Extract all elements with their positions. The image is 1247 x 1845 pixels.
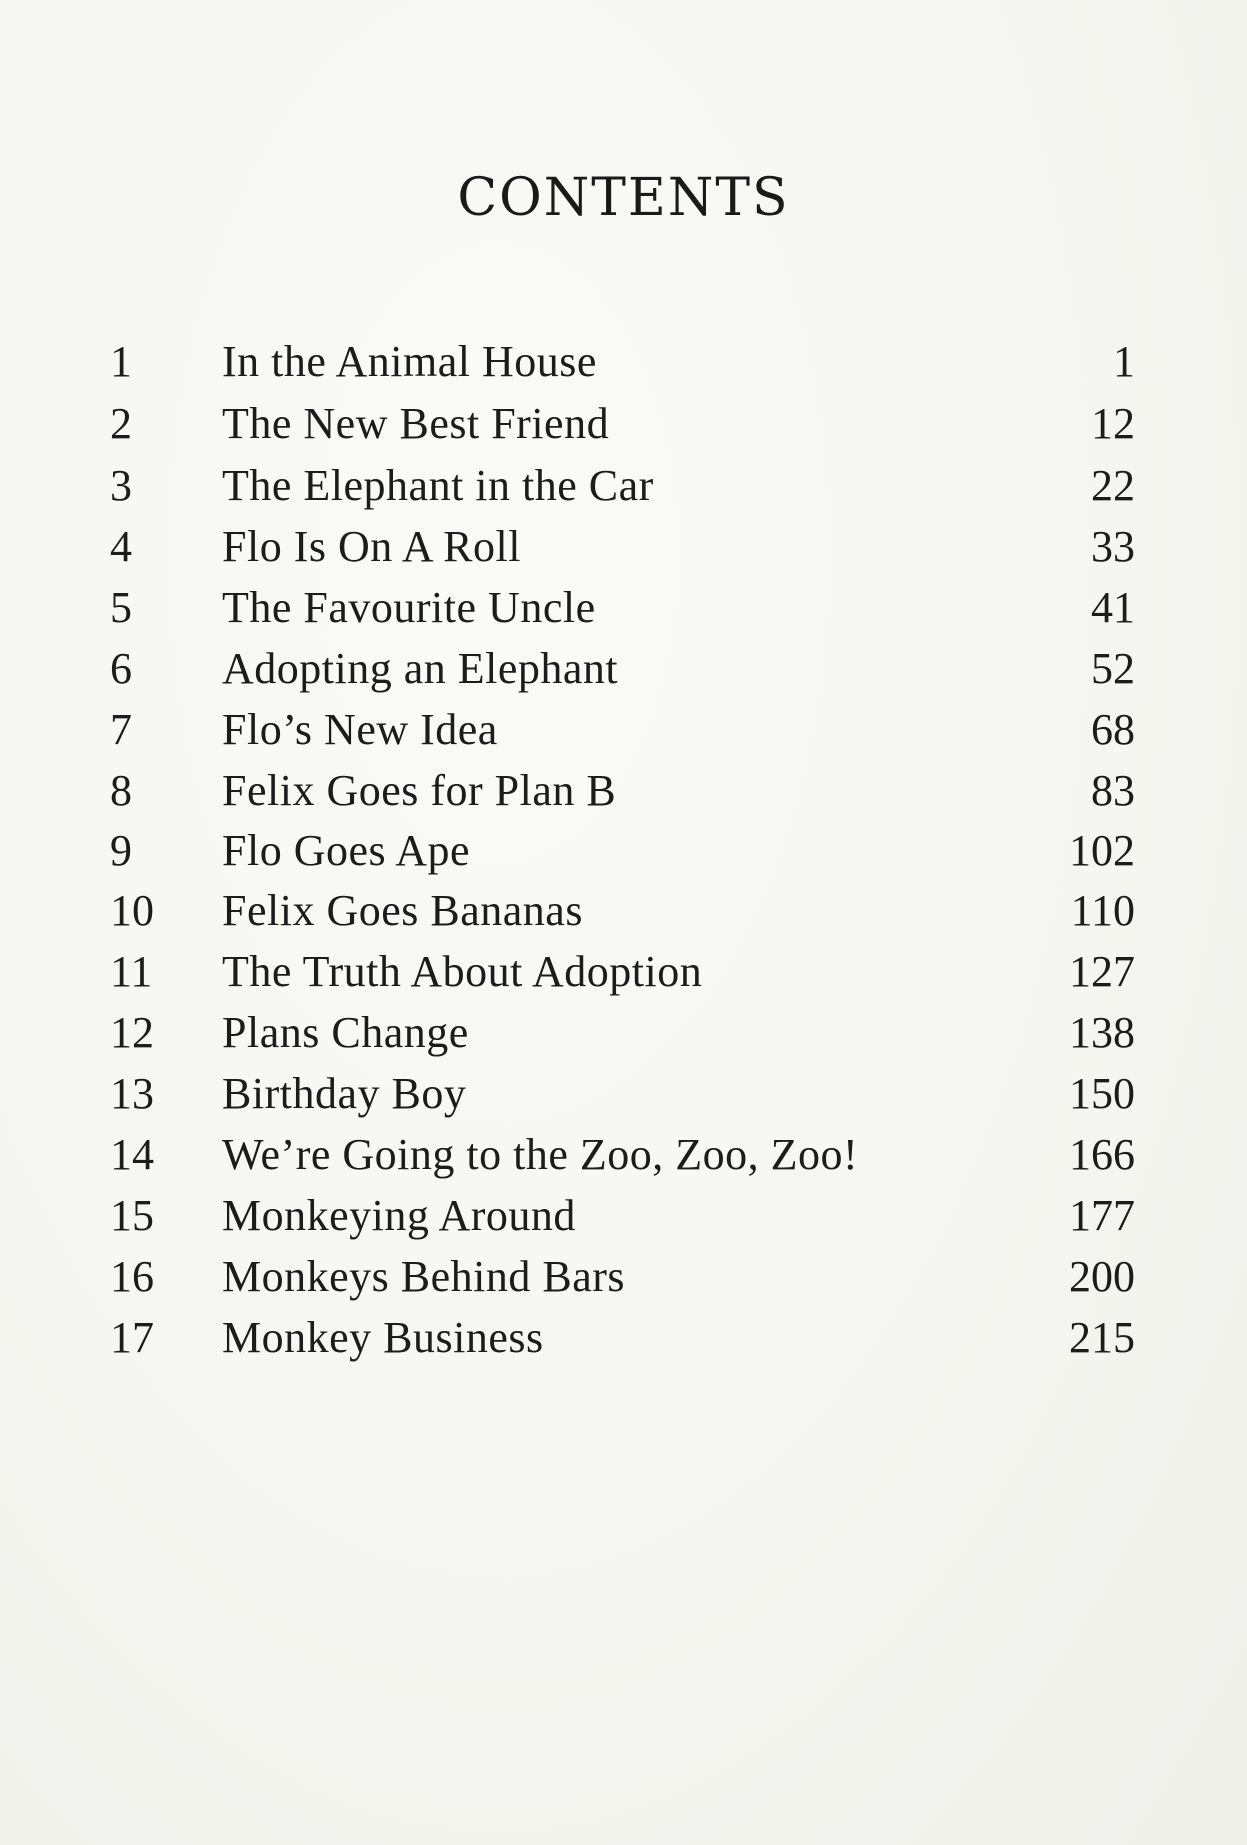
chapter-number: 10 — [110, 886, 154, 935]
chapter-title: Monkey Business — [222, 1313, 544, 1362]
chapter-number: 11 — [110, 947, 153, 996]
toc-row — [0, 881, 1247, 941]
chapter-number: 13 — [110, 1069, 154, 1118]
chapter-title: In the Animal House — [222, 337, 597, 386]
chapter-number: 2 — [110, 399, 132, 448]
chapter-title: Monkeys Behind Bars — [222, 1252, 626, 1301]
toc-row — [0, 332, 1247, 392]
chapter-title: Birthday Boy — [222, 1069, 467, 1118]
chapter-title: The Truth About Adoption — [222, 947, 703, 996]
chapter-title: Monkeying Around — [222, 1191, 576, 1240]
chapter-number: 17 — [110, 1313, 154, 1362]
toc-row — [0, 761, 1247, 821]
chapter-title: The New Best Friend — [222, 399, 610, 448]
chapter-page: 12 — [1091, 399, 1135, 448]
chapter-page: 150 — [1069, 1069, 1135, 1118]
toc-row — [0, 1003, 1247, 1063]
chapter-title: The Elephant in the Car — [222, 461, 654, 510]
toc-row — [0, 456, 1247, 516]
chapter-page: 52 — [1091, 644, 1135, 693]
chapter-number: 12 — [110, 1008, 154, 1057]
chapter-page: 177 — [1069, 1191, 1135, 1240]
chapter-page: 33 — [1091, 522, 1135, 571]
chapter-title: The Favourite Uncle — [222, 583, 596, 632]
chapter-title: Flo Goes Ape — [222, 826, 470, 875]
chapter-title: Flo’s New Idea — [222, 705, 498, 754]
toc-row — [0, 1125, 1247, 1185]
toc-row — [0, 1308, 1247, 1368]
chapter-number: 4 — [110, 522, 132, 571]
chapter-number: 7 — [110, 705, 132, 754]
chapter-page: 1 — [1113, 337, 1135, 386]
chapter-page: 68 — [1091, 705, 1135, 754]
chapter-number: 5 — [110, 583, 132, 632]
chapter-page: 83 — [1091, 766, 1135, 815]
chapter-title: We’re Going to the Zoo, Zoo, Zoo! — [222, 1130, 859, 1179]
chapter-title: Flo Is On A Roll — [222, 522, 521, 571]
toc-row — [0, 821, 1247, 881]
chapter-page: 127 — [1069, 947, 1135, 996]
chapter-number: 1 — [110, 337, 132, 386]
toc-row — [0, 942, 1247, 1002]
chapter-title: Plans Change — [222, 1008, 469, 1057]
toc-row — [0, 1186, 1247, 1246]
toc-row — [0, 1247, 1247, 1307]
chapter-number: 9 — [110, 826, 132, 875]
toc-row — [0, 578, 1247, 638]
chapter-page: 138 — [1069, 1008, 1135, 1057]
chapter-number: 15 — [110, 1191, 154, 1240]
chapter-number: 16 — [110, 1252, 154, 1301]
toc-row — [0, 700, 1247, 760]
toc-row — [0, 639, 1247, 699]
chapter-number: 14 — [110, 1130, 154, 1179]
chapter-page: 22 — [1091, 461, 1135, 510]
chapter-number: 3 — [110, 461, 132, 510]
chapter-page: 166 — [1069, 1130, 1135, 1179]
toc-row — [0, 517, 1247, 577]
chapter-page: 102 — [1069, 826, 1135, 875]
chapter-title: Felix Goes Bananas — [222, 886, 583, 935]
chapter-page: 200 — [1069, 1252, 1135, 1301]
chapter-title: Felix Goes for Plan B — [222, 766, 617, 815]
chapter-page: 41 — [1091, 583, 1135, 632]
chapter-page: 110 — [1070, 886, 1135, 935]
chapter-number: 8 — [110, 766, 132, 815]
contents-heading: CONTENTS — [457, 168, 790, 228]
chapter-title: Adopting an Elephant — [222, 644, 619, 693]
toc-row — [0, 394, 1247, 454]
chapter-page: 215 — [1069, 1313, 1135, 1362]
toc-row — [0, 1064, 1247, 1124]
chapter-number: 6 — [110, 644, 132, 693]
